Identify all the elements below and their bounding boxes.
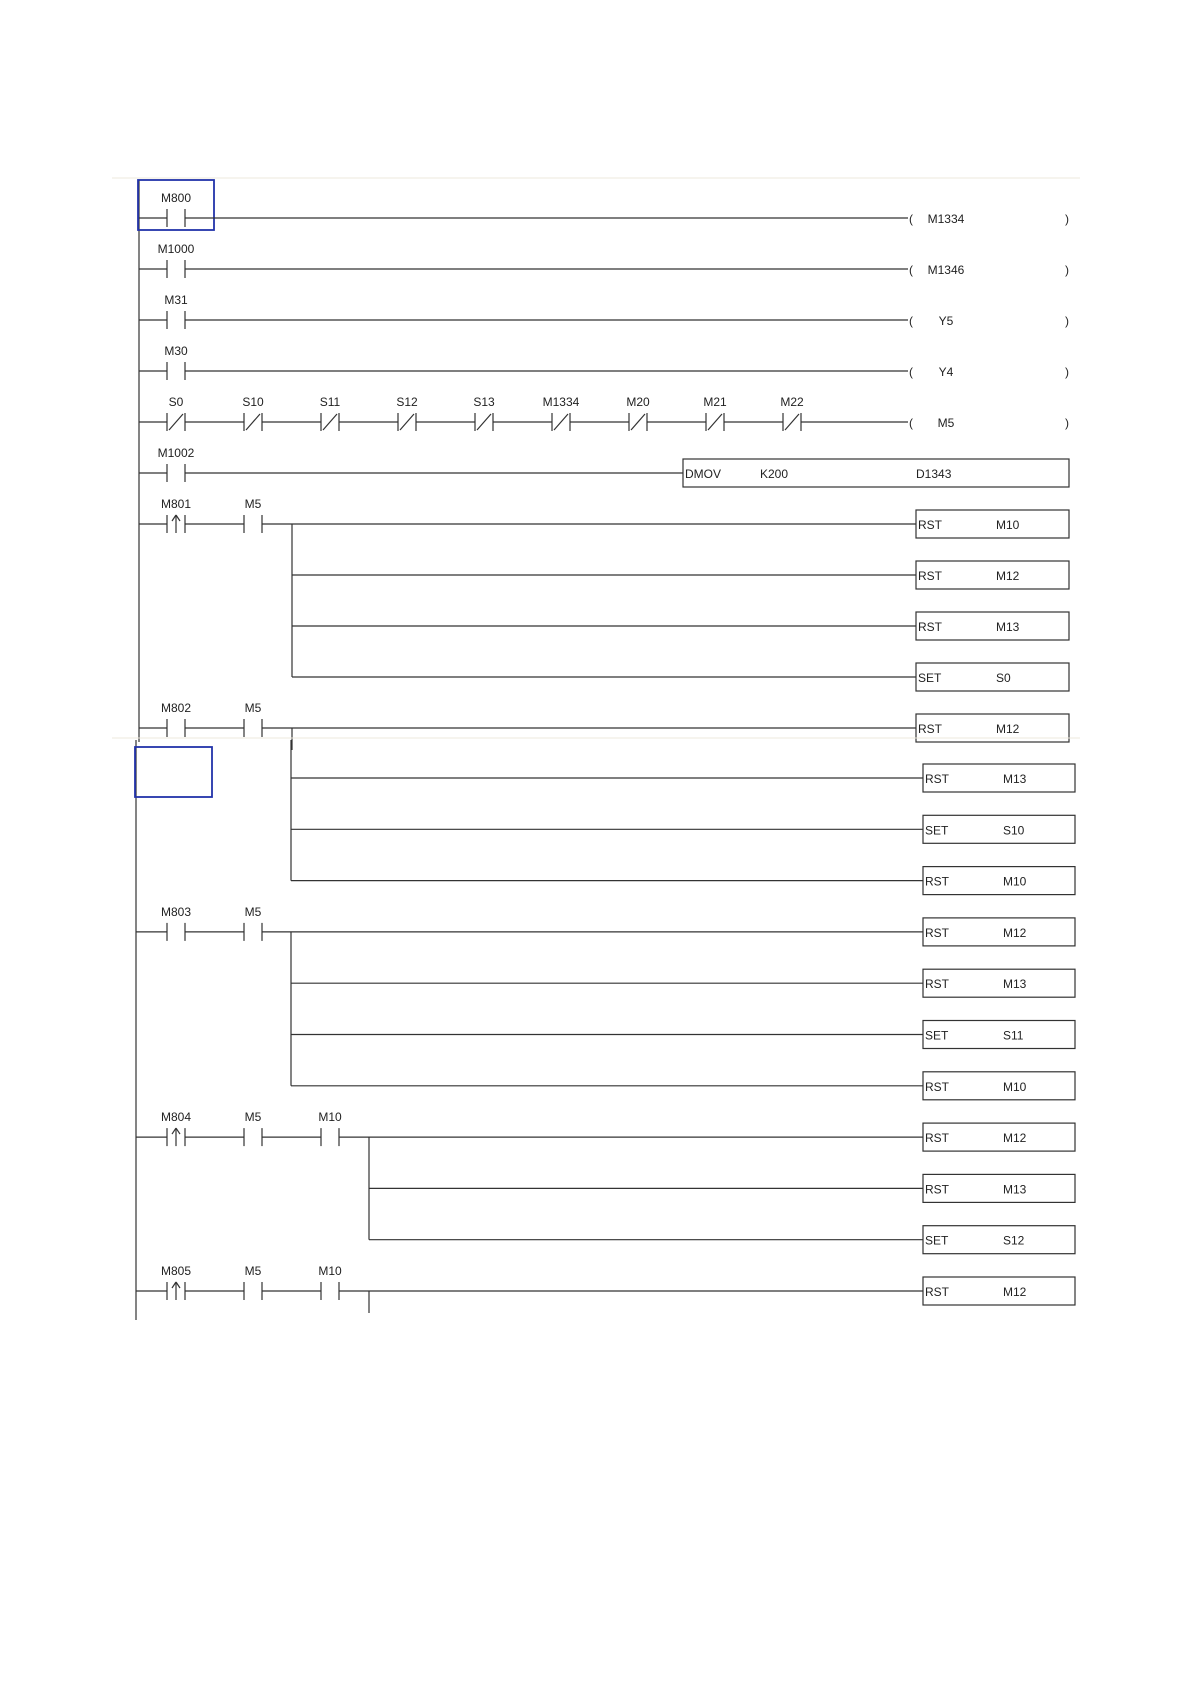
output-operand: M10	[1003, 874, 1027, 889]
contact-label: M800	[160, 191, 192, 205]
contact-label: M30	[164, 344, 188, 358]
diagram-section-2	[112, 738, 1080, 1320]
coil-open-paren: (	[909, 365, 913, 379]
output-op: RST	[925, 1285, 949, 1299]
contact-label: M1002	[157, 446, 195, 460]
output-op: RST	[918, 620, 942, 634]
rung	[139, 497, 1069, 691]
rung	[136, 1264, 1075, 1313]
contact-label: M803	[160, 904, 192, 919]
output-operand: S11	[1003, 1028, 1024, 1043]
coil-close-paren: )	[1065, 416, 1069, 430]
output-op: RST	[918, 569, 942, 583]
contact-label: M5	[244, 1110, 262, 1125]
contact-nc-slash	[169, 414, 183, 430]
contact-label: M5	[244, 497, 262, 511]
contact-label: M1334	[542, 395, 580, 409]
contact-label: M804	[160, 1110, 192, 1125]
output-op: RST	[925, 1079, 949, 1094]
contact-pulse-arrow-head-r	[176, 1282, 180, 1288]
contact-label: M31	[164, 293, 188, 307]
output-operand: M12	[996, 722, 1020, 736]
coil-operand: Y4	[938, 365, 954, 379]
rung	[136, 905, 1075, 1100]
contact-pulse-arrow-head-r	[176, 1128, 180, 1134]
instruction-op: DMOV	[685, 467, 721, 481]
output-operand: M12	[1003, 925, 1027, 940]
coil-close-paren: )	[1065, 212, 1069, 226]
output-op: RST	[918, 722, 942, 736]
coil-open-paren: (	[909, 263, 913, 277]
contact-label: M802	[160, 701, 192, 715]
output-operand: M10	[996, 518, 1020, 532]
output-op: SET	[925, 1233, 949, 1248]
output-op: RST	[925, 874, 949, 889]
contact-label: M21	[703, 395, 727, 409]
instruction-box	[683, 459, 1069, 487]
coil-open-paren: (	[909, 416, 913, 430]
contact-label: M5	[244, 701, 262, 715]
instruction-arg: K200	[760, 467, 789, 481]
output-op: SET	[925, 823, 949, 838]
rung	[139, 293, 1069, 329]
rung	[136, 1110, 1075, 1254]
output-operand: S0	[996, 671, 1011, 685]
coil-operand: Y5	[938, 314, 954, 328]
output-operand: M13	[1003, 1182, 1027, 1197]
rung	[139, 191, 1069, 227]
coil-operand: M5	[937, 416, 955, 430]
output-operand: M10	[1003, 1079, 1027, 1094]
contact-label: M5	[244, 904, 262, 919]
output-operand: S12	[1003, 1233, 1025, 1248]
rung	[139, 701, 1069, 750]
contact-label: M10	[318, 1264, 342, 1278]
contact-label: M805	[160, 1264, 192, 1278]
contact-label: M801	[160, 497, 192, 511]
contact-pulse-arrow-head-r	[176, 515, 180, 521]
output-operand: S10	[1003, 823, 1025, 838]
contact-nc-slash	[785, 414, 799, 430]
contact-nc-slash	[708, 414, 722, 430]
rung	[139, 242, 1069, 278]
contact-nc-slash	[246, 414, 260, 430]
output-operand: M12	[1003, 1131, 1027, 1146]
contact-label: S12	[396, 395, 418, 409]
output-operand: M13	[1003, 977, 1027, 992]
instruction-arg: D1343	[916, 467, 952, 481]
coil-open-paren: (	[909, 314, 913, 328]
contact-label: M5	[244, 1264, 262, 1278]
coil-operand: M1346	[927, 263, 965, 277]
output-operand: M12	[996, 569, 1020, 583]
selection-cursor	[138, 180, 214, 230]
diagram-section-1	[112, 178, 1080, 750]
contact-label: M1000	[157, 242, 195, 256]
rung	[139, 344, 1069, 380]
coil-operand: M1334	[927, 212, 965, 226]
rung	[291, 740, 1075, 895]
contact-nc-slash	[477, 414, 491, 430]
contact-label: S13	[473, 395, 495, 409]
contact-nc-slash	[554, 414, 568, 430]
coil-close-paren: )	[1065, 314, 1069, 328]
output-op: SET	[925, 1028, 949, 1043]
output-op: RST	[925, 977, 949, 992]
contact-nc-slash	[323, 414, 337, 430]
contact-label: S0	[168, 395, 184, 409]
coil-close-paren: )	[1065, 365, 1069, 379]
output-op: RST	[925, 1131, 949, 1146]
rung	[139, 446, 1069, 487]
contact-nc-slash	[631, 414, 645, 430]
coil-close-paren: )	[1065, 263, 1069, 277]
output-operand: M12	[1003, 1285, 1027, 1299]
contact-label: S10	[242, 395, 264, 409]
output-operand: M13	[1003, 772, 1027, 786]
output-op: RST	[925, 772, 949, 786]
contact-label: M22	[780, 395, 804, 409]
output-operand: M13	[996, 620, 1020, 634]
contact-label: S11	[319, 395, 341, 409]
rung	[139, 395, 1069, 431]
coil-open-paren: (	[909, 212, 913, 226]
selection-cursor	[135, 747, 212, 797]
output-op: RST	[925, 925, 949, 940]
output-op: SET	[918, 671, 942, 685]
contact-label: M20	[626, 395, 650, 409]
output-op: RST	[918, 518, 942, 532]
contact-label: M10	[318, 1110, 342, 1125]
contact-nc-slash	[400, 414, 414, 430]
output-op: RST	[925, 1182, 949, 1197]
